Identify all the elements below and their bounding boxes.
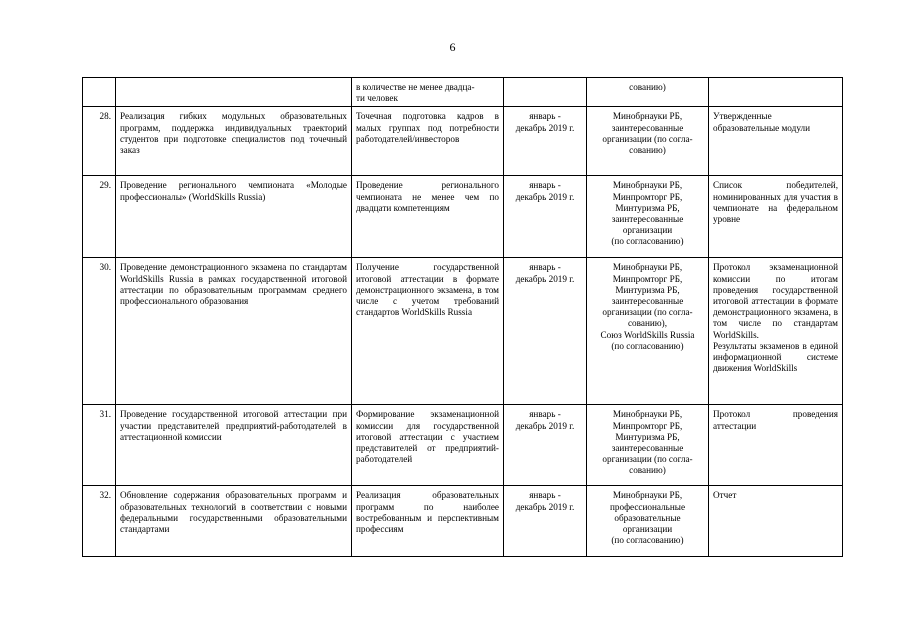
responsible-cell [587, 405, 709, 486]
responsible-cell [587, 107, 709, 176]
event-cell: Проведение регионального чемпионата «Молодые профессионалы» (WorldSkills Russia) [116, 176, 352, 258]
term-cell [504, 107, 587, 176]
row-number-cell: 28. [83, 107, 116, 176]
row-number-cell: 30. [83, 258, 116, 405]
event-cell: Обновление содержания образовательных программ и образовательных технологий в соответствии с новыми федеральными государственными образовательными стандартами [116, 486, 352, 557]
table-row [83, 176, 843, 258]
row-number-cell: 29. [83, 176, 116, 258]
document-cell: Список победителей, номинированных для участия в чемпионате на федеральном уровне [709, 176, 843, 258]
result-cell: Получение государственной итоговой аттестации в формате демонстрационного экзамена, в том числе с учетом требований стандартов WorldSkills Russia [352, 258, 504, 405]
result-text: в количестве не менее двадца- ти человек [356, 82, 475, 104]
event-cell: Проведение демонстрационного экзамена по стандартам WorldSkills Russia в рамках государственной итоговой аттестации по образовательным программам среднего профессионального образования [116, 258, 352, 405]
responsible-text: Минобрнауки РБ, заинтересованные организации (по согла- сованию) [602, 111, 693, 156]
responsible-text: Минобрнауки РБ, Минпромторг РБ, Минтуризма РБ, заинтересованные организации (по согла- сованию), Союз WorldSkills Russia (по согласованию) [600, 262, 695, 351]
document-cell: Утвержденные образовательные модули [709, 107, 843, 176]
event-cell [116, 78, 352, 107]
document-cell [709, 78, 843, 107]
table-row-continuation [83, 78, 843, 107]
result-cell: Точечная подготовка кадров в малых группах под потребности работодателей/инвесторов [352, 107, 504, 176]
event-cell: Реализация гибких модульных образовательных программ, поддержка индивидуальных траекторий студентов при подготовке специалистов под точечный заказ [116, 107, 352, 176]
term-cell [504, 405, 587, 486]
table-row [83, 107, 843, 176]
term-cell [504, 176, 587, 258]
term-text: январь - декабрь 2019 г. [515, 180, 575, 202]
result-cell [352, 78, 504, 107]
result-cell: Проведение регионального чемпионата не менее чем по двадцати компетенциям [352, 176, 504, 258]
term-text: январь - декабрь 2019 г. [515, 490, 575, 512]
responsible-cell [587, 258, 709, 405]
result-cell: Формирование экзаменационной комиссии для государственной итоговой аттестации с участием представителей от предприятий-работодателей [352, 405, 504, 486]
term-text: январь - декабрь 2019 г. [515, 111, 575, 133]
document-text: Протокол экзаменационной комиссии по итогам проведения государственной итоговой аттестации в формате демонстрационного экзамена, в том числе по стандартам WorldSkills. Результаты экзаменов в единой информационной системе движения WorldSkills [713, 262, 838, 374]
term-cell [504, 258, 587, 405]
responsible-text: Минобрнауки РБ, Минпромторг РБ, Минтуризма РБ, заинтересованные организации (по согла- сованию) [602, 409, 693, 476]
page-number: 6 [449, 40, 456, 54]
responsible-text: сованию) [629, 82, 666, 92]
row-number-cell: 32. [83, 486, 116, 557]
table-row [83, 258, 843, 405]
document-cell: Протокол проведения аттестации [709, 405, 843, 486]
document-cell: Отчет [709, 486, 843, 557]
result-cell: Реализация образовательных программ по наиболее востребованным и перспективным профессиям [352, 486, 504, 557]
term-text: январь - декабрь 2019 г. [515, 409, 575, 431]
responsible-cell [587, 486, 709, 557]
document-cell [709, 258, 843, 405]
term-cell [504, 78, 587, 107]
term-cell [504, 486, 587, 557]
responsible-cell [587, 176, 709, 258]
term-text: январь - декабрь 2019 г. [515, 262, 575, 284]
responsible-text: Минобрнауки РБ, профессиональные образовательные организации (по согласованию) [609, 490, 686, 546]
responsible-cell [587, 78, 709, 107]
responsible-text: Минобрнауки РБ, Минпромторг РБ, Минтуризма РБ, заинтересованные организации (по согласованию) [611, 180, 684, 247]
row-number-cell: 31. [83, 405, 116, 486]
table-row [83, 405, 843, 486]
event-cell: Проведение государственной итоговой аттестации при участии представителей предприятий-работодателей в аттестационной комиссии [116, 405, 352, 486]
row-number-cell [83, 78, 116, 107]
action-plan-table [82, 77, 843, 557]
table-row [83, 486, 843, 557]
